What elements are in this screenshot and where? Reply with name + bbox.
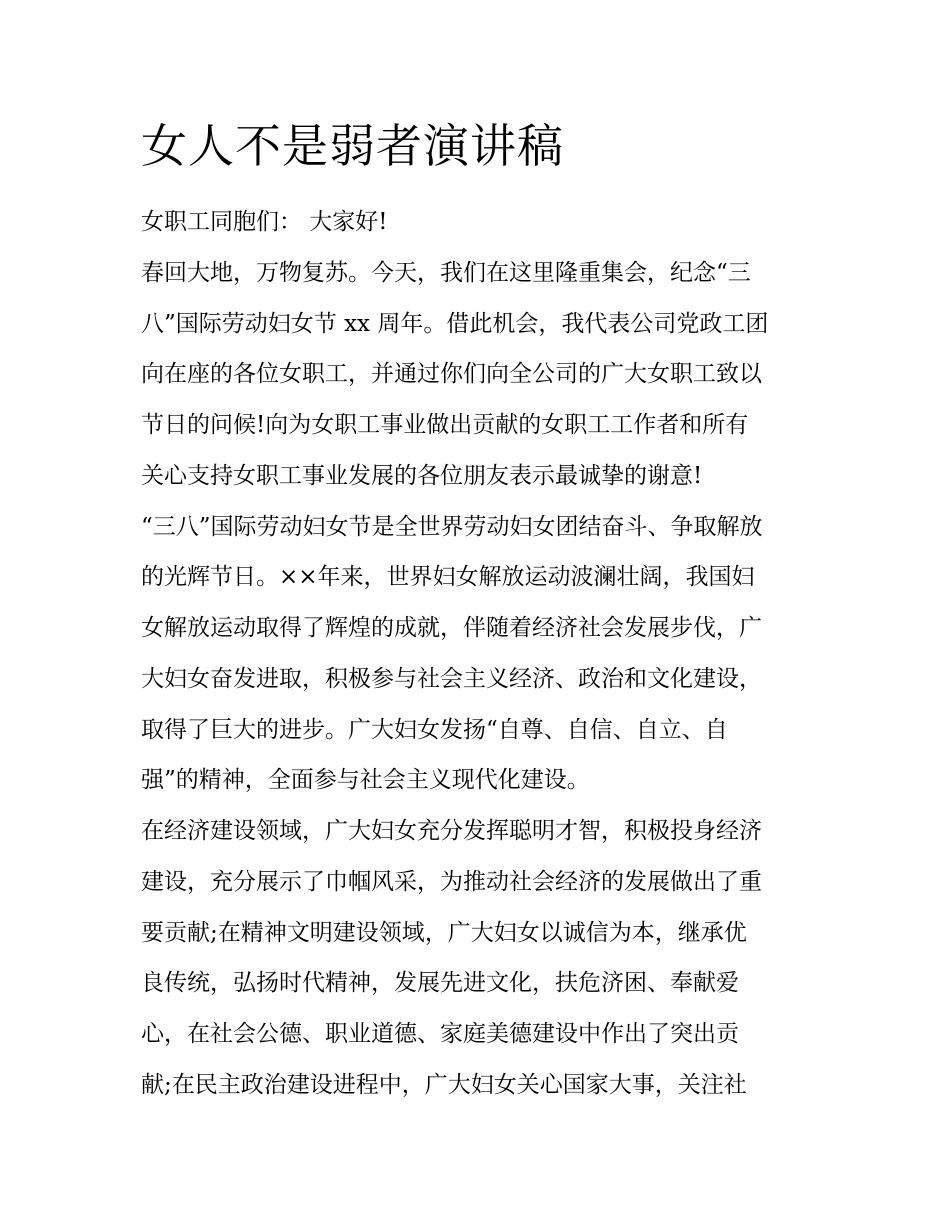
text-line: 建设，充分展示了巾帼风采，为推动社会经济的发展做出了重 <box>141 869 762 895</box>
text-line: “三八”国际劳动妇女节是全世界劳动妇女团结奋斗、争取解放 <box>141 514 763 540</box>
text-line: 节日的问候!向为女职工事业做出贡献的女职工工作者和所有 <box>141 412 749 438</box>
document-title: 女人不是弱者演讲稿 <box>141 119 564 173</box>
text-line: 的光辉节日。××年来，世界妇女解放运动波澜壮阔，我国妇 <box>141 564 755 590</box>
text-line: 大妇女奋发进取，积极参与社会主义经济、政治和文化建设， <box>141 666 762 692</box>
text-line: 献;在民主政治建设进程中，广大妇女关心国家大事，关注社 <box>141 1072 747 1098</box>
text-line: 关心支持女职工事业发展的各位朋友表示最诚挚的谢意! <box>141 463 703 489</box>
text-line: 强”的精神，全面参与社会主义现代化建设。 <box>141 767 590 793</box>
text-line: 在经济建设领域，广大妇女充分发挥聪明才智，积极投身经济 <box>141 818 762 844</box>
text-line: 春回大地，万物复苏。今天，我们在这里隆重集会，纪念“三 <box>141 260 751 286</box>
text-line: 心，在社会公德、职业道德、家庭美德建设中作出了突出贡 <box>141 1021 739 1047</box>
text-line: 良传统，弘扬时代精神，发展先进文化，扶危济困、奉献爱 <box>141 970 739 996</box>
text-line: 取得了巨大的进步。广大妇女发扬“自尊、自信、自立、自 <box>141 717 728 743</box>
text-line: 要贡献;在精神文明建设领域，广大妇女以诚信为本，继承优 <box>141 920 747 946</box>
text-line: 向在座的各位女职工，并通过你们向全公司的广大女职工致以 <box>141 361 762 387</box>
text-line: 女解放运动取得了辉煌的成就，伴随着经济社会发展步伐，广 <box>141 615 762 641</box>
text-line: 女职工同胞们： 大家好! <box>141 209 388 235</box>
text-line: 八”国际劳动妇女节 xx 周年。借此机会，我代表公司党政工团 <box>141 311 769 337</box>
